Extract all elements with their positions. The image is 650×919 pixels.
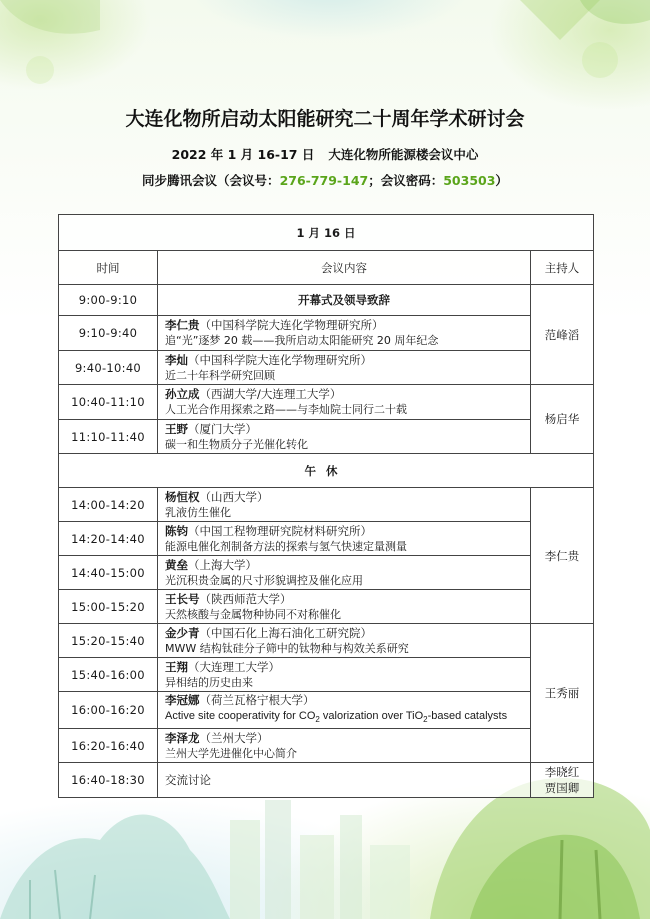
talk-topic: 天然核酸与金属物种协同不对称催化	[165, 607, 341, 621]
table-row	[59, 763, 594, 798]
speaker-affiliation: （中国工程物理研究院材料研究所）	[188, 523, 372, 538]
time-cell: 14:20-14:40	[59, 522, 158, 556]
talk-topic	[165, 708, 530, 728]
time-cell: 15:40-16:00	[59, 658, 158, 692]
event-date: 2022 年 1 月 16-17 日	[171, 147, 315, 162]
talk-cell	[158, 590, 531, 624]
header-content: 会议内容	[158, 251, 531, 285]
speaker-name: 孙立成	[165, 387, 200, 401]
speaker-affiliation: （大连理工大学）	[188, 659, 280, 674]
time-cell: 14:40-15:00	[59, 556, 158, 590]
talk-cell	[158, 556, 531, 590]
header-host: 主持人	[531, 251, 594, 285]
schedule-table	[58, 214, 594, 798]
host-cell: 李仁贵	[531, 488, 594, 624]
talk-topic: 异相结的历史由来	[165, 675, 253, 689]
table-row	[59, 522, 594, 556]
speaker-name: 王长号	[165, 591, 200, 606]
time-cell: 15:20-15:40	[59, 624, 158, 658]
speaker-name: 王翔	[165, 659, 188, 674]
lunch-break: 午休	[59, 454, 594, 488]
header-time: 时间	[59, 251, 158, 285]
time-cell: 9:40-10:40	[59, 351, 158, 385]
table-row	[59, 420, 594, 454]
lunch-row	[59, 454, 594, 488]
speaker-affiliation: （厦门大学）	[188, 421, 257, 436]
speaker-name: 李灿	[165, 352, 188, 367]
day-row	[59, 215, 594, 251]
speaker-affiliation: （山西大学）	[199, 489, 269, 504]
meeting-password: 503503	[443, 173, 496, 188]
talk-topic: 能源电催化剂制备方法的探索与氢气快速定量测量	[165, 539, 407, 553]
table-row	[59, 385, 594, 420]
table-row	[59, 590, 594, 624]
subscript: 2	[423, 715, 428, 725]
talk-cell	[158, 624, 531, 658]
host-cell: 范峰滔	[531, 285, 594, 385]
talk-cell	[158, 385, 531, 420]
speaker-name: 杨恒权	[165, 489, 200, 504]
speaker-name: 金少青	[165, 625, 200, 640]
host-name: 李晓红	[544, 765, 580, 780]
table-row	[59, 556, 594, 590]
table-row	[59, 488, 594, 522]
page-title: 大连化物所启动太阳能研究二十周年学术研讨会	[125, 108, 525, 130]
speaker-name: 李仁贵	[165, 318, 200, 332]
talk-cell	[158, 316, 531, 351]
time-cell: 14:00-14:20	[59, 488, 158, 522]
table-row	[59, 316, 594, 351]
subscript: 2	[315, 715, 320, 725]
speaker-affiliation: （中国石化上海石油化工研究院）	[199, 625, 372, 640]
online-meeting-info	[0, 171, 650, 189]
time-cell: 16:20-16:40	[59, 729, 158, 763]
time-cell: 9:00-9:10	[59, 285, 158, 316]
talk-cell	[158, 420, 531, 454]
speaker-name: 陈钧	[165, 523, 188, 538]
talk-topic-part: valorization over TiO	[319, 710, 424, 722]
speaker-affiliation: （西湖大学/大连理工大学）	[199, 387, 342, 401]
table-row	[59, 624, 594, 658]
talk-topic: 光沉积贵金属的尺寸形貌调控及催化应用	[165, 573, 363, 587]
host-cell: 杨启华	[531, 385, 594, 454]
talk-topic: 追“光”逐梦 20 载——我所启动太阳能研究 20 周年纪念	[165, 334, 439, 347]
meeting-prefix: 同步腾讯会议（会议号：	[142, 173, 280, 188]
date-venue-line	[0, 145, 650, 163]
host-cell: 王秀丽	[531, 624, 594, 763]
header-row	[59, 251, 594, 285]
talk-topic: 兰州大学先进催化中心简介	[165, 746, 297, 760]
event-venue: 大连化物所能源楼会议中心	[328, 147, 479, 162]
talk-cell	[158, 692, 531, 729]
speaker-name: 李泽龙	[165, 730, 200, 745]
talk-topic: 近二十年科学研究回顾	[165, 368, 275, 382]
time-cell: 16:00-16:20	[59, 692, 158, 729]
time-cell: 15:00-15:20	[59, 590, 158, 624]
speaker-affiliation: （中国科学院大连化学物理研究所）	[199, 318, 384, 332]
speaker-affiliation: （中国科学院大连化学物理研究所）	[188, 352, 372, 367]
table-row	[59, 692, 594, 729]
speaker-affiliation: （陕西师范大学）	[199, 591, 292, 606]
day-label: 1 月 16 日	[59, 215, 594, 251]
host-name: 贾国卿	[544, 781, 580, 796]
talk-cell	[158, 351, 531, 385]
meeting-suffix: ）	[495, 173, 508, 188]
time-cell: 10:40-11:10	[59, 385, 158, 420]
speaker-name: 李冠娜	[165, 693, 200, 707]
speaker-affiliation: （上海大学）	[188, 557, 257, 572]
talk-topic: 碳一和生物质分子光催化转化	[165, 437, 308, 451]
time-cell: 16:40-18:30	[59, 763, 158, 798]
host-cell	[531, 763, 594, 798]
talk-cell	[158, 522, 531, 556]
talk-topic: 人工光合作用探索之路——与李灿院士同行二十载	[165, 403, 407, 416]
talk-cell	[158, 729, 531, 763]
discussion-title: 交流讨论	[158, 763, 531, 798]
speaker-name: 王野	[165, 421, 188, 436]
speaker-affiliation: （荷兰瓦格宁根大学）	[199, 693, 315, 707]
time-cell: 11:10-11:40	[59, 420, 158, 454]
talk-topic-part: -based catalysts	[427, 710, 508, 722]
meeting-mid: ；会议密码：	[368, 173, 444, 188]
talk-cell	[158, 488, 531, 522]
table-row	[59, 658, 594, 692]
opening-title: 开幕式及领导致辞	[158, 285, 531, 316]
talk-topic: 乳液仿生催化	[165, 505, 231, 519]
talk-cell	[158, 658, 531, 692]
speaker-affiliation: （兰州大学）	[199, 730, 269, 745]
table-row	[59, 351, 594, 385]
talk-topic: MWW 结构钛硅分子筛中的钛物种与构效关系研究	[165, 641, 409, 655]
talk-topic-part: Active site cooperativity for CO	[165, 710, 316, 722]
speaker-name: 黄垒	[165, 557, 188, 572]
table-row	[59, 285, 594, 316]
table-row	[59, 729, 594, 763]
time-cell: 9:10-9:40	[59, 316, 158, 351]
meeting-id: 276-779-147	[279, 173, 369, 188]
